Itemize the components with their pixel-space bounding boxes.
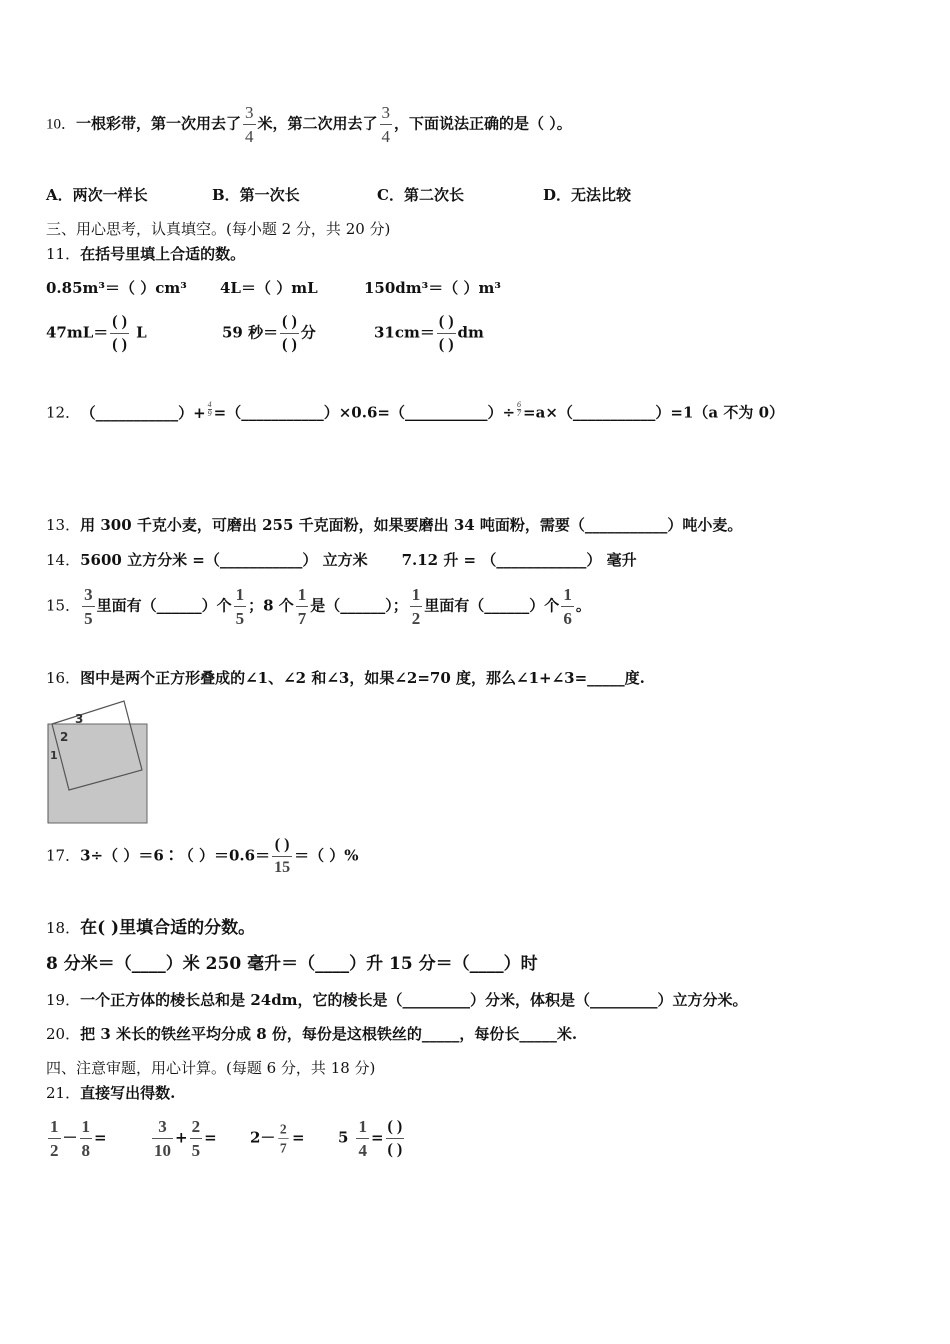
frac-denominator: 9 — [207, 409, 212, 418]
expr-1-equals: = — [94, 1128, 107, 1147]
q18-line: 8 分米＝（____）米 250 毫升＝（____）升 15 分＝（____）时 — [46, 954, 538, 974]
q15-number: 15． — [46, 596, 81, 615]
expr-1-fraction-b — [80, 1118, 93, 1159]
frac-numerator: 1 — [561, 586, 574, 607]
question-15 — [46, 586, 591, 627]
q15-text-3: 是（______）； — [310, 596, 408, 615]
q17-part-1: 3÷（ ）＝6∶（ ）＝0.6＝ — [80, 846, 271, 865]
q11-item-6-prefix: 31cm＝ — [374, 323, 435, 342]
question-20 — [46, 1027, 577, 1042]
q17-number: 17． — [46, 846, 81, 865]
section-4-heading: 四、注意审题，用心计算。(每题 6 分，共 18 分) — [46, 1059, 376, 1077]
frac-numerator: 3 — [243, 104, 256, 125]
q13-number: 13． — [46, 516, 81, 534]
frac-denominator: 2 — [50, 1141, 59, 1160]
frac-numerator: 1 — [234, 586, 247, 607]
q15-text-4: 里面有（______）个 — [424, 596, 560, 615]
frac-denominator: 2 — [411, 609, 421, 628]
q10-number: 10． — [46, 116, 77, 133]
q12-part-2: =（___________）×0.6=（___________）÷ — [213, 403, 516, 422]
angle-label-2: 2 — [60, 730, 69, 744]
q12-part-3: =a×（___________）=1（a 不为 0） — [523, 403, 785, 422]
q12-fraction-2 — [517, 401, 521, 418]
frac-denominator: 4 — [358, 1141, 367, 1160]
angle-label-1: 1 — [50, 749, 58, 762]
q11-item-6-unit: dm — [457, 323, 484, 342]
q21-expr-3 — [250, 1118, 305, 1159]
q10-fraction-1 — [243, 104, 256, 145]
q19-number: 19． — [46, 991, 81, 1009]
q11-number: 11． — [46, 245, 81, 263]
q11-item-5-prefix: 59 秒＝ — [222, 323, 279, 342]
frac-denominator: 6 — [563, 609, 572, 628]
frac-numerator: ( ) — [280, 314, 299, 334]
q15-text-5: 。 — [575, 596, 591, 615]
expr-4-equals: = — [370, 1128, 384, 1147]
q14-number: 14． — [46, 551, 81, 569]
section-3-heading: 三、用心思考，认真填空。(每小题 2 分，共 20 分) — [46, 220, 391, 238]
q17-fraction — [272, 837, 292, 876]
q10-fraction-2 — [380, 104, 393, 145]
frac-numerator: 1 — [80, 1118, 93, 1139]
frac-denominator: 4 — [245, 127, 254, 146]
frac-denominator: 10 — [154, 1141, 171, 1160]
expr-4-answer-fraction[interactable] — [386, 1119, 405, 1158]
question-10 — [46, 104, 572, 145]
overlapping-squares-figure — [47, 700, 149, 826]
expr-3-equals: = — [291, 1128, 305, 1147]
frac-numerator: 3 — [82, 586, 95, 607]
q12-fraction-1 — [208, 401, 212, 418]
q15-fraction-2 — [234, 586, 247, 627]
expr-3-prefix: 2－ — [250, 1128, 276, 1147]
frac-denominator: 7 — [280, 1140, 288, 1156]
frac-denominator: 7 — [297, 609, 307, 628]
q21-number: 21． — [46, 1084, 81, 1102]
frac-numerator: 2 — [190, 1118, 203, 1139]
frac-denominator: ( ) — [282, 336, 297, 353]
frac-numerator: 1 — [48, 1118, 61, 1139]
q11-item-4-fraction — [110, 314, 129, 353]
q10-option-a[interactable]: A．两次一样长 — [46, 186, 148, 204]
q18-title: 在( )里填合适的分数。 — [80, 918, 256, 938]
question-13 — [46, 518, 742, 533]
q11-item-4-unit: L — [130, 323, 147, 342]
expr-2-equals: = — [204, 1128, 217, 1147]
frac-numerator: 2 — [279, 1122, 289, 1139]
expr-3-fraction — [279, 1122, 289, 1155]
q10-option-b[interactable]: B．第一次长 — [212, 186, 300, 204]
frac-denominator: 15 — [274, 859, 291, 876]
frac-denominator: ( ) — [438, 336, 454, 353]
q15-fraction-1 — [82, 586, 95, 627]
frac-denominator: 4 — [381, 127, 391, 146]
question-18 — [46, 920, 255, 937]
q15-fraction-3 — [296, 586, 309, 627]
q19-text: 一个正方体的棱长总和是 24dm，它的棱长是（_________）分米，体积是（_________）立方分米。 — [80, 991, 748, 1009]
frac-numerator: 1 — [410, 586, 423, 607]
squares-svg — [47, 700, 149, 826]
question-11 — [46, 247, 245, 262]
q11-item-5-unit: 分 — [300, 323, 316, 342]
question-16 — [46, 671, 645, 686]
q12-number: 12． — [46, 403, 81, 422]
q10-text-a: 一根彩带，第一次用去了 — [76, 114, 242, 133]
q15-fraction-4 — [410, 586, 423, 627]
q16-number: 16． — [46, 669, 81, 687]
frac-numerator: 6 — [517, 400, 522, 409]
question-12 — [46, 400, 785, 422]
frac-denominator: 5 — [84, 609, 93, 628]
angle-label-3: 3 — [75, 712, 84, 726]
frac-numerator: 1 — [296, 586, 309, 607]
q13-text: 用 300 千克小麦，可磨出 255 千克面粉，如果要磨出 34 吨面粉，需要（___________）吨小麦。 — [80, 516, 743, 534]
question-19 — [46, 993, 748, 1008]
expr-1-fraction-a — [48, 1118, 61, 1159]
frac-numerator: ( ) — [437, 314, 456, 334]
q11-item-5-fraction — [280, 314, 299, 353]
expr-1-operator: － — [62, 1128, 78, 1147]
q15-text-1: 里面有（______）个 — [96, 596, 232, 615]
q20-text: 把 3 米长的铁丝平均分成 8 份，每份是这根铁丝的_____，每份长_____米. — [80, 1025, 578, 1043]
expr-4-whole: 5 — [338, 1128, 349, 1147]
q17-part-2: ＝（ ）% — [294, 846, 359, 865]
q11-title: 在括号里填上合适的数。 — [80, 245, 246, 263]
frac-numerator: ( ) — [386, 1119, 405, 1139]
frac-denominator: 8 — [81, 1141, 91, 1160]
q11-item-6-fraction — [437, 314, 456, 353]
q21-title: 直接写出得数. — [80, 1084, 176, 1102]
frac-denominator: 7 — [517, 409, 522, 418]
q10-option-d[interactable]: D．无法比较 — [543, 186, 632, 204]
q11-item-1: 0.85m³＝（ ）cm³ — [46, 279, 187, 297]
q11-item-4-prefix: 47mL＝ — [46, 323, 109, 342]
q20-number: 20． — [46, 1025, 81, 1043]
frac-numerator: 3 — [152, 1118, 173, 1139]
q21-expr-2 — [150, 1118, 217, 1159]
q21-expr-4 — [338, 1118, 406, 1159]
frac-denominator: ( ) — [387, 1141, 403, 1158]
q10-text-c: ，下面说法正确的是（ ）。 — [394, 114, 572, 133]
q10-option-c[interactable]: C．第二次长 — [377, 186, 464, 204]
frac-numerator: 1 — [356, 1118, 369, 1139]
q11-item-4 — [46, 314, 147, 353]
frac-numerator: 4 — [207, 400, 212, 409]
question-14 — [46, 553, 637, 568]
q12-part-1: （___________）+ — [88, 403, 206, 422]
expr-2-operator: + — [175, 1128, 188, 1147]
q16-text: 图中是两个正方形叠成的∠1、∠2 和∠3，如果∠2=70 度，那么∠1+∠3=_____度. — [80, 669, 645, 687]
frac-numerator: ( ) — [272, 837, 292, 857]
question-17 — [46, 837, 359, 876]
frac-numerator: ( ) — [110, 314, 129, 334]
frac-denominator: ( ) — [112, 336, 127, 353]
expr-4-fraction — [356, 1118, 369, 1159]
q11-item-2: 4L＝（ ）mL — [220, 279, 318, 297]
q11-item-6 — [374, 314, 484, 353]
frac-denominator: 5 — [235, 609, 245, 628]
q18-number: 18． — [46, 919, 81, 937]
q11-item-3: 150dm³＝（ ）m³ — [364, 279, 501, 297]
q15-text-2: ；8 个 — [248, 596, 294, 615]
expr-2-fraction-a — [152, 1118, 173, 1159]
frac-numerator: 3 — [380, 104, 393, 125]
q10-text-b: 米，第二次用去了 — [257, 114, 378, 133]
q14-text-1: 5600 立方分米 =（___________） 立方米 — [80, 551, 368, 569]
frac-denominator: 5 — [191, 1141, 201, 1160]
q21-expr-1 — [46, 1118, 107, 1159]
q11-item-5 — [222, 314, 316, 353]
q15-fraction-5 — [561, 586, 574, 627]
expr-2-fraction-b — [190, 1118, 203, 1159]
question-21 — [46, 1086, 175, 1101]
q14-text-2: 7.12 升 = （____________） 毫升 — [401, 551, 637, 569]
